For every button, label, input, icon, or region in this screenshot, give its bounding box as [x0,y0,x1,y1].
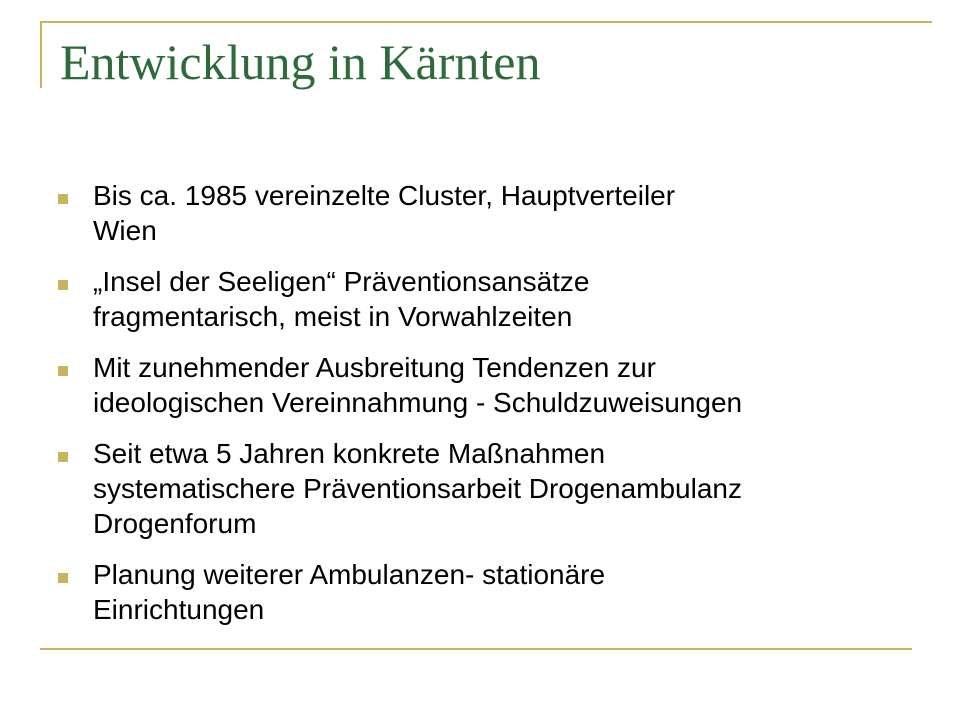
bullet-text-3: Mit zunehmender Ausbreitung Tendenzen zur ideologischen Vereinnahmung - Schuldzuweisungen [93,352,743,418]
left-rule [40,21,42,88]
square-bullet-icon [58,366,68,376]
bullet-item-3 [58,350,918,420]
bullet-list [58,178,918,643]
bullet-item-2 [58,264,918,334]
bottom-rule [40,648,912,650]
square-bullet-icon [58,452,68,462]
square-bullet-icon [58,280,68,290]
bullet-text-4: Seit etwa 5 Jahren konkrete Maßnahmen systematischere Präventionsarbeit Drogenambulanz Drogenforum [93,438,742,539]
bullet-text-5: Planung weiterer Ambulanzen- stationäre Einrichtungen [93,559,606,625]
bullet-item-1 [58,178,918,248]
bullet-item-5 [58,557,918,627]
slide-title: Entwicklung in Kärnten [60,34,541,90]
bullet-text-1: Bis ca. 1985 vereinzelte Cluster, Hauptverteiler Wien [93,180,676,246]
square-bullet-icon [58,194,68,204]
square-bullet-icon [58,573,68,583]
top-rule [40,21,932,23]
bullet-text-2: „Insel der Seeligen“ Präventionsansätze fragmentarisch, meist in Vorwahlzeiten [93,266,590,332]
bullet-item-4 [58,436,918,541]
